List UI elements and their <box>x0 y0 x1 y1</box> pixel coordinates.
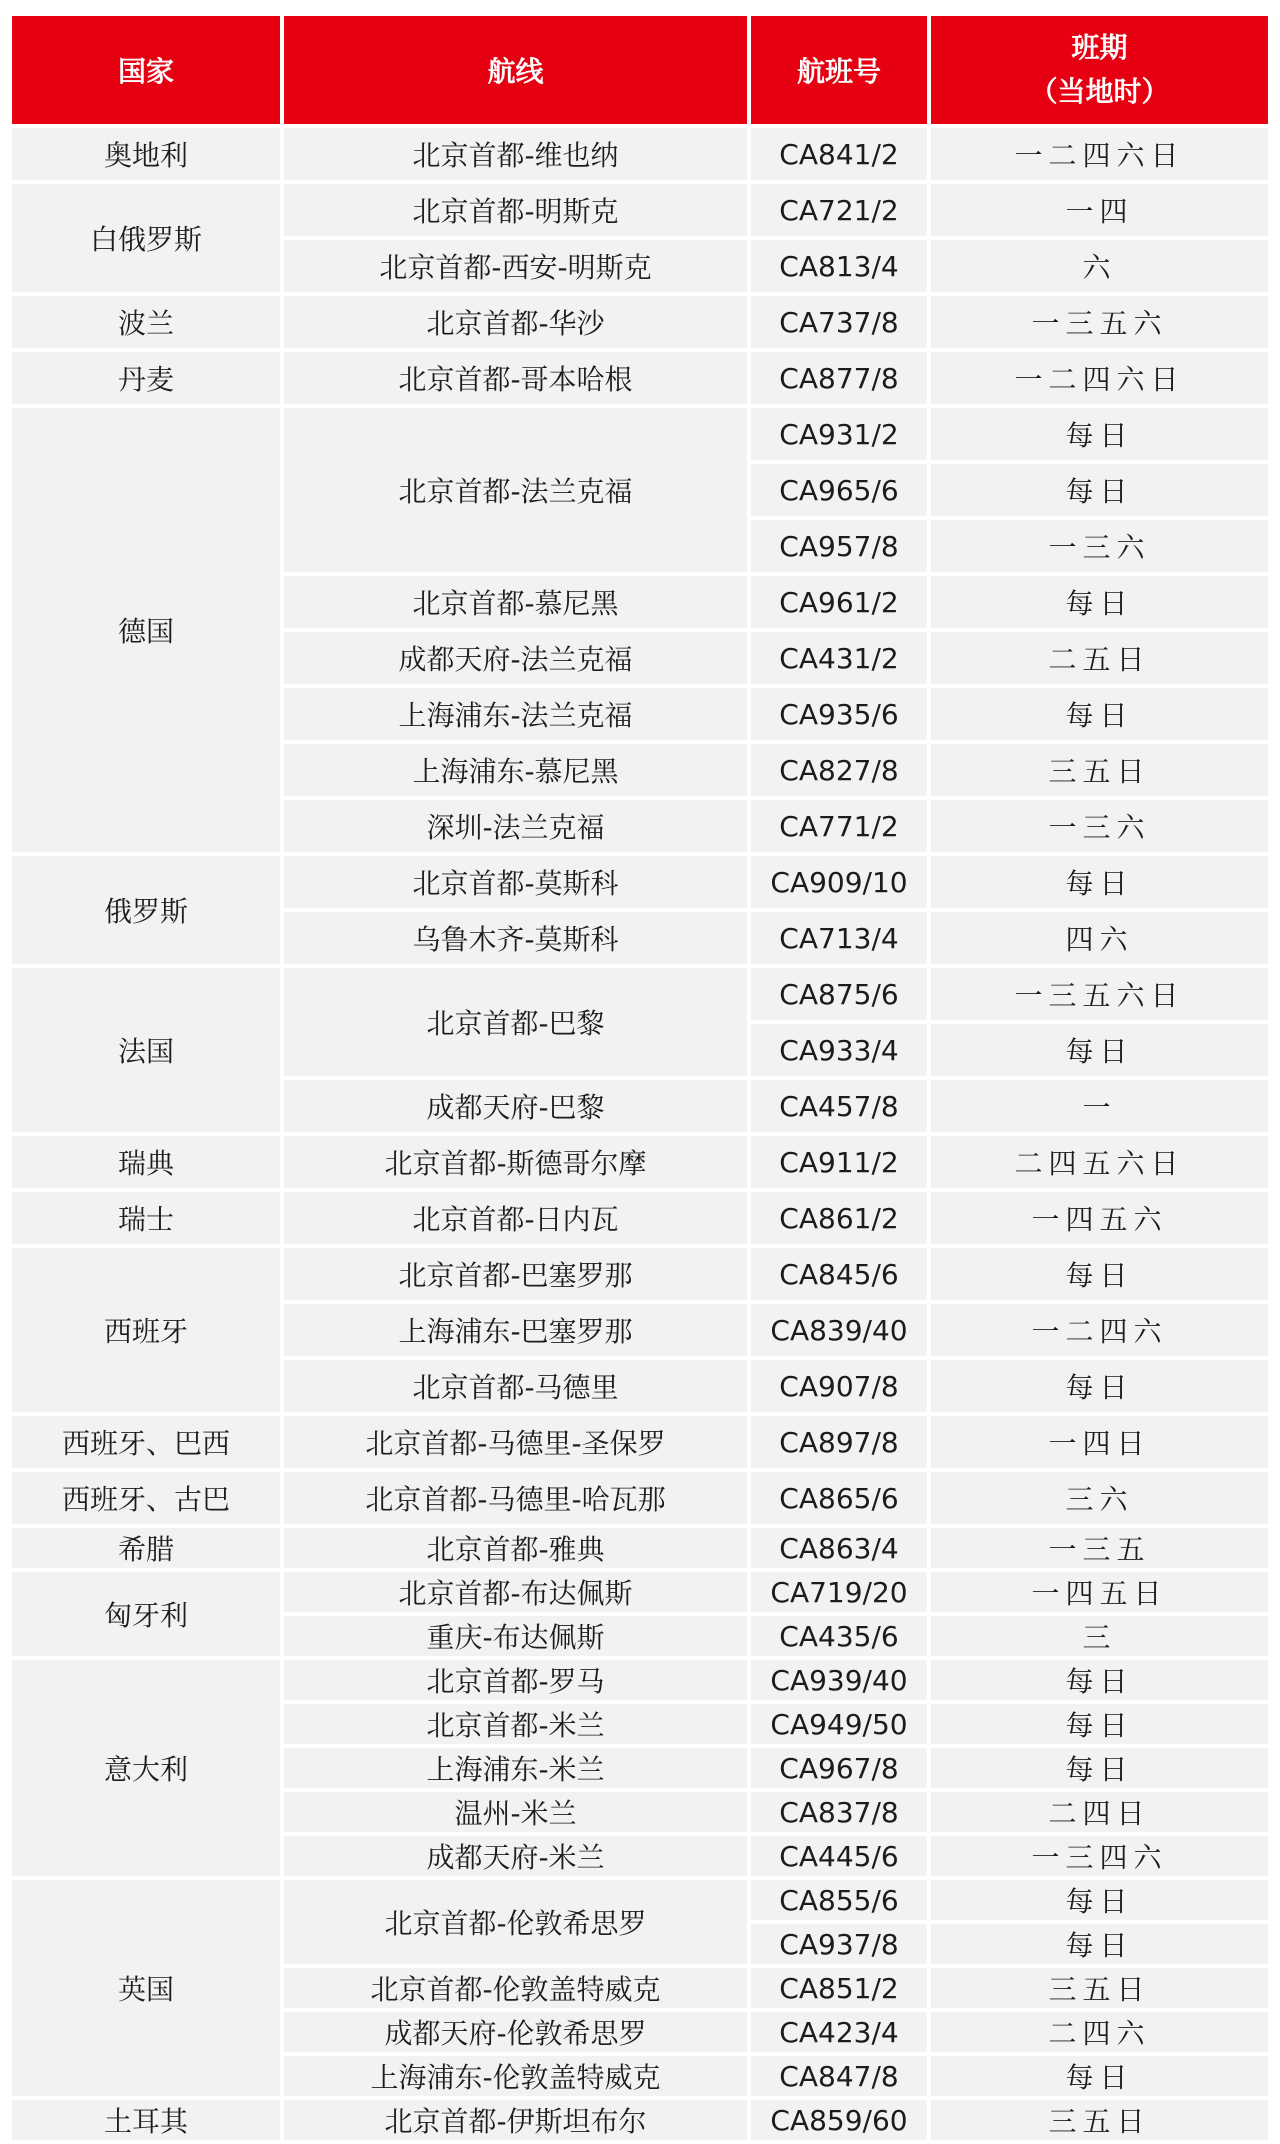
flight-number-cell: CA845/6 <box>751 1248 931 1300</box>
flight-number-cell: CA431/2 <box>751 632 931 684</box>
country-cell: 西班牙、巴西 <box>12 1416 284 1468</box>
route-cell: 北京首都-马德里-圣保罗 <box>284 1416 751 1468</box>
country-cell: 希腊 <box>12 1528 284 1568</box>
flight-number-cell: CA855/6 <box>751 1880 931 1920</box>
schedule-days-cell: 每日 <box>931 576 1268 628</box>
route-cell: 北京首都-哥本哈根 <box>284 352 751 404</box>
route-cell: 北京首都-巴塞罗那 <box>284 1248 751 1300</box>
route-cell: 成都天府-巴黎 <box>284 1080 751 1132</box>
schedule-days-cell: 三六 <box>931 1472 1268 1524</box>
route-cell: 上海浦东-巴塞罗那 <box>284 1304 751 1356</box>
flight-number-cell: CA939/40 <box>751 1660 931 1700</box>
flight-number-cell: CA423/4 <box>751 2012 931 2052</box>
header-schedule-line2: （当地时） <box>1029 75 1170 108</box>
schedule-days-cell: 一三五六日 <box>931 968 1268 1020</box>
schedule-days-cell: 一三四六 <box>931 1836 1268 1876</box>
route-cell: 成都天府-伦敦希思罗 <box>284 2012 751 2052</box>
route-cell: 北京首都-法兰克福 <box>284 408 751 572</box>
header-schedule <box>931 16 1268 124</box>
flight-number-cell: CA851/2 <box>751 1968 931 2008</box>
flight-number-cell: CA863/4 <box>751 1528 931 1568</box>
country-cell: 丹麦 <box>12 352 284 404</box>
schedule-days-cell: 每日 <box>931 856 1268 908</box>
route-cell: 北京首都-维也纳 <box>284 128 751 180</box>
schedule-days-cell: 一四五六 <box>931 1192 1268 1244</box>
route-cell: 北京首都-华沙 <box>284 296 751 348</box>
table-row <box>12 2100 1268 2140</box>
route-cell: 北京首都-慕尼黑 <box>284 576 751 628</box>
schedule-days-cell: 每日 <box>931 1248 1268 1300</box>
country-cell: 俄罗斯 <box>12 856 284 964</box>
schedule-days-cell: 一 <box>931 1080 1268 1132</box>
flight-number-cell: CA435/6 <box>751 1616 931 1656</box>
schedule-days-cell: 二五日 <box>931 632 1268 684</box>
schedule-days-cell: 一二四六 <box>931 1304 1268 1356</box>
schedule-days-cell: 三五日 <box>931 744 1268 796</box>
country-cell: 波兰 <box>12 296 284 348</box>
flight-number-cell: CA827/8 <box>751 744 931 796</box>
table-row <box>12 408 1268 460</box>
flight-number-cell: CA859/60 <box>751 2100 931 2140</box>
table-row <box>12 296 1268 348</box>
header-row <box>12 16 1268 124</box>
flight-number-cell: CA839/40 <box>751 1304 931 1356</box>
table-row <box>12 184 1268 236</box>
route-cell: 北京首都-斯德哥尔摩 <box>284 1136 751 1188</box>
schedule-days-cell: 一二四六日 <box>931 352 1268 404</box>
schedule-days-cell: 三五日 <box>931 1968 1268 2008</box>
header-country: 国家 <box>12 16 284 124</box>
schedule-days-cell: 每日 <box>931 1924 1268 1964</box>
flight-number-cell: CA875/6 <box>751 968 931 1020</box>
country-cell: 西班牙 <box>12 1248 284 1412</box>
route-cell: 深圳-法兰克福 <box>284 800 751 852</box>
country-cell: 法国 <box>12 968 284 1132</box>
flight-number-cell: CA719/20 <box>751 1572 931 1612</box>
route-cell: 上海浦东-米兰 <box>284 1748 751 1788</box>
country-cell: 瑞士 <box>12 1192 284 1244</box>
country-cell: 瑞典 <box>12 1136 284 1188</box>
table-row <box>12 1472 1268 1524</box>
table-row <box>12 1248 1268 1300</box>
route-cell: 北京首都-伊斯坦布尔 <box>284 2100 751 2140</box>
route-cell: 北京首都-雅典 <box>284 1528 751 1568</box>
country-cell: 意大利 <box>12 1660 284 1876</box>
flight-number-cell: CA865/6 <box>751 1472 931 1524</box>
flight-number-cell: CA907/8 <box>751 1360 931 1412</box>
route-cell: 北京首都-莫斯科 <box>284 856 751 908</box>
flight-number-cell: CA909/10 <box>751 856 931 908</box>
flight-number-cell: CA935/6 <box>751 688 931 740</box>
country-cell: 白俄罗斯 <box>12 184 284 292</box>
route-cell: 北京首都-米兰 <box>284 1704 751 1744</box>
schedule-days-cell: 一四 <box>931 184 1268 236</box>
schedule-days-cell: 六 <box>931 240 1268 292</box>
schedule-days-cell: 每日 <box>931 408 1268 460</box>
schedule-days-cell: 每日 <box>931 1748 1268 1788</box>
schedule-days-cell: 一四五日 <box>931 1572 1268 1612</box>
route-cell: 北京首都-巴黎 <box>284 968 751 1076</box>
schedule-days-cell: 每日 <box>931 464 1268 516</box>
route-cell: 北京首都-明斯克 <box>284 184 751 236</box>
flight-number-cell: CA771/2 <box>751 800 931 852</box>
country-cell: 德国 <box>12 408 284 852</box>
flight-number-cell: CA877/8 <box>751 352 931 404</box>
country-cell: 匈牙利 <box>12 1572 284 1656</box>
table-row <box>12 128 1268 180</box>
schedule-days-cell: 二四五六日 <box>931 1136 1268 1188</box>
header-schedule-line1: 班期 <box>1071 31 1128 64</box>
table-row <box>12 352 1268 404</box>
route-cell: 北京首都-伦敦希思罗 <box>284 1880 751 1964</box>
route-cell: 重庆-布达佩斯 <box>284 1616 751 1656</box>
flight-number-cell: CA967/8 <box>751 1748 931 1788</box>
schedule-days-cell: 一三六 <box>931 520 1268 572</box>
flight-number-cell: CA965/6 <box>751 464 931 516</box>
table-row <box>12 1660 1268 1700</box>
country-cell: 英国 <box>12 1880 284 2096</box>
route-cell: 温州-米兰 <box>284 1792 751 1832</box>
schedule-days-cell: 每日 <box>931 1704 1268 1744</box>
schedule-days-cell: 四六 <box>931 912 1268 964</box>
table-row <box>12 1528 1268 1568</box>
table-row <box>12 1416 1268 1468</box>
route-cell: 北京首都-布达佩斯 <box>284 1572 751 1612</box>
table-row <box>12 1136 1268 1188</box>
schedule-body <box>12 128 1268 2140</box>
route-cell: 北京首都-马德里 <box>284 1360 751 1412</box>
flight-number-cell: CA445/6 <box>751 1836 931 1876</box>
route-cell: 北京首都-伦敦盖特威克 <box>284 1968 751 2008</box>
route-cell: 成都天府-法兰克福 <box>284 632 751 684</box>
country-cell: 西班牙、古巴 <box>12 1472 284 1524</box>
schedule-days-cell: 每日 <box>931 1660 1268 1700</box>
schedule-days-cell: 三 <box>931 1616 1268 1656</box>
schedule-days-cell: 二四六 <box>931 2012 1268 2052</box>
country-cell: 土耳其 <box>12 2100 284 2140</box>
flight-number-cell: CA957/8 <box>751 520 931 572</box>
flight-number-cell: CA961/2 <box>751 576 931 628</box>
table-row <box>12 856 1268 908</box>
header-route: 航线 <box>284 16 751 124</box>
flight-number-cell: CA937/8 <box>751 1924 931 1964</box>
schedule-days-cell: 每日 <box>931 1024 1268 1076</box>
table-row <box>12 1880 1268 1920</box>
route-cell: 北京首都-马德里-哈瓦那 <box>284 1472 751 1524</box>
flight-number-cell: CA911/2 <box>751 1136 931 1188</box>
header-flight-number: 航班号 <box>751 16 931 124</box>
flight-number-cell: CA847/8 <box>751 2056 931 2096</box>
route-cell: 北京首都-西安-明斯克 <box>284 240 751 292</box>
table-row <box>12 968 1268 1020</box>
flight-number-cell: CA457/8 <box>751 1080 931 1132</box>
table-row <box>12 1192 1268 1244</box>
schedule-days-cell: 一三五六 <box>931 296 1268 348</box>
schedule-days-cell: 一四日 <box>931 1416 1268 1468</box>
flight-number-cell: CA737/8 <box>751 296 931 348</box>
table-row <box>12 1572 1268 1612</box>
flight-number-cell: CA841/2 <box>751 128 931 180</box>
schedule-days-cell: 一三六 <box>931 800 1268 852</box>
schedule-days-cell: 二四日 <box>931 1792 1268 1832</box>
flight-number-cell: CA949/50 <box>751 1704 931 1744</box>
flight-number-cell: CA933/4 <box>751 1024 931 1076</box>
flight-number-cell: CA931/2 <box>751 408 931 460</box>
schedule-days-cell: 每日 <box>931 1880 1268 1920</box>
route-cell: 上海浦东-慕尼黑 <box>284 744 751 796</box>
flight-schedule-table <box>12 12 1268 2144</box>
flight-number-cell: CA813/4 <box>751 240 931 292</box>
schedule-days-cell: 一二四六日 <box>931 128 1268 180</box>
schedule-days-cell: 每日 <box>931 1360 1268 1412</box>
flight-number-cell: CA837/8 <box>751 1792 931 1832</box>
route-cell: 上海浦东-法兰克福 <box>284 688 751 740</box>
country-cell: 奥地利 <box>12 128 284 180</box>
flight-number-cell: CA721/2 <box>751 184 931 236</box>
route-cell: 北京首都-日内瓦 <box>284 1192 751 1244</box>
route-cell: 北京首都-罗马 <box>284 1660 751 1700</box>
schedule-days-cell: 每日 <box>931 2056 1268 2096</box>
route-cell: 上海浦东-伦敦盖特威克 <box>284 2056 751 2096</box>
route-cell: 成都天府-米兰 <box>284 1836 751 1876</box>
flight-number-cell: CA713/4 <box>751 912 931 964</box>
schedule-days-cell: 三五日 <box>931 2100 1268 2140</box>
schedule-days-cell: 一三五 <box>931 1528 1268 1568</box>
flight-number-cell: CA897/8 <box>751 1416 931 1468</box>
route-cell: 乌鲁木齐-莫斯科 <box>284 912 751 964</box>
flight-number-cell: CA861/2 <box>751 1192 931 1244</box>
schedule-days-cell: 每日 <box>931 688 1268 740</box>
